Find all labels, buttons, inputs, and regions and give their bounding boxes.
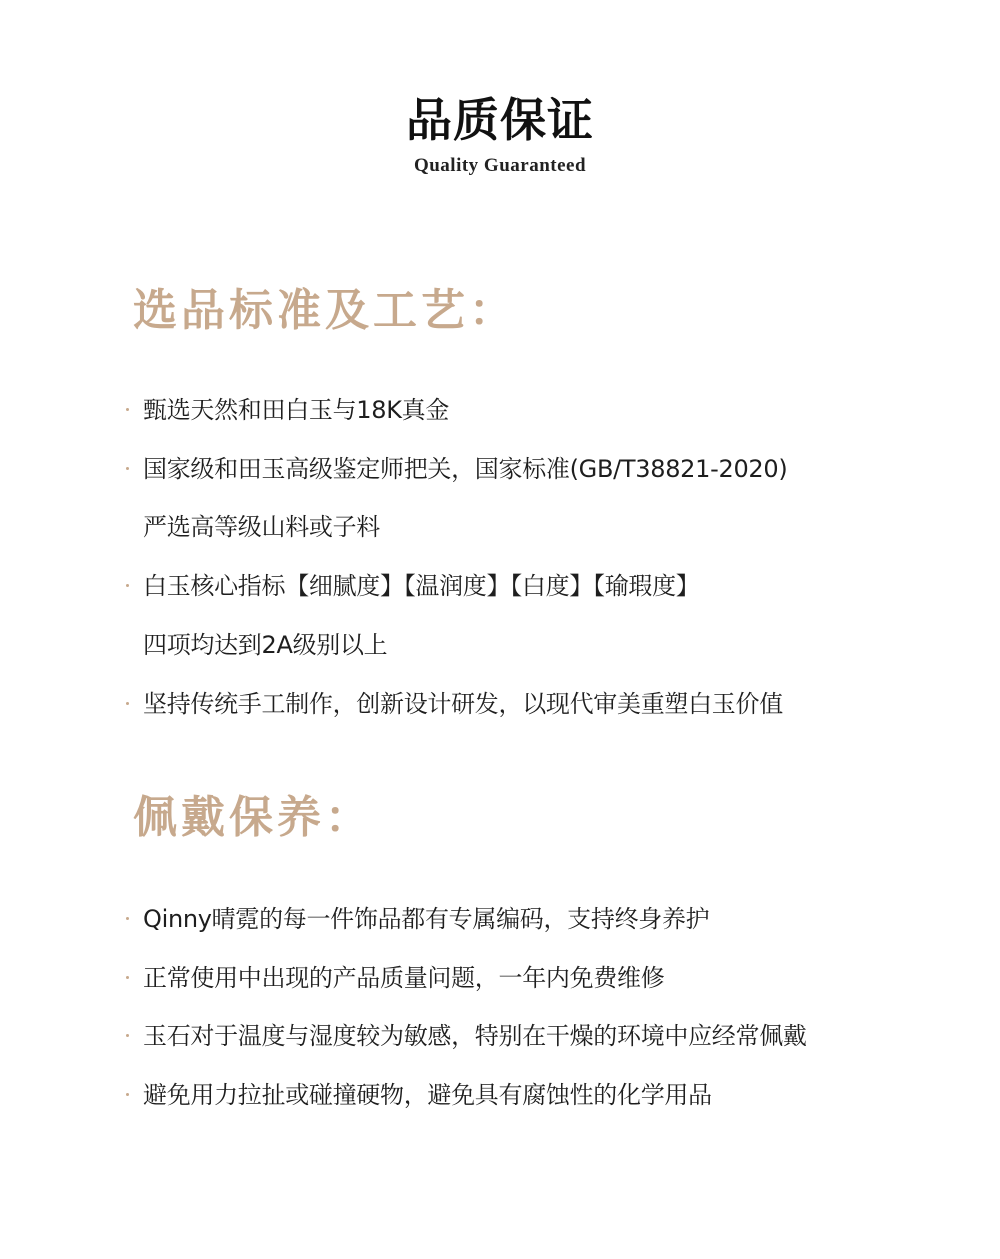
care-list <box>126 890 807 1125</box>
list-item-text: 避免用力拉扯或碰撞硬物，避免具有腐蚀性的化学用品 <box>143 1081 712 1110</box>
list-item-text: 正常使用中出现的产品质量问题，一年内免费维修 <box>143 963 665 992</box>
bullet-dot-icon <box>126 408 129 411</box>
bullet-dot-icon <box>126 976 129 979</box>
list-item-text: 甄选天然和田白玉与18K真金 <box>143 396 450 424</box>
list-item-text: 玉石对于温度与湿度较为敏感，特别在干燥的环境中应经常佩戴 <box>143 1022 807 1051</box>
list-item <box>126 440 787 557</box>
list-item <box>126 1007 807 1066</box>
bullet-dot-icon <box>126 917 129 920</box>
page-header <box>0 92 1000 178</box>
bullet-dot-icon <box>126 1034 129 1037</box>
list-item-text: Qinny晴霓的每一件饰品都有专属编码，支持终身养护 <box>143 905 710 933</box>
selection-standards-list <box>126 381 787 733</box>
list-item-text: 国家级和田玉高级鉴定师把关，国家标准(GB/T38821-2020) <box>143 454 788 483</box>
bullet-dot-icon <box>126 1093 129 1096</box>
list-item <box>126 890 807 949</box>
list-item <box>126 381 787 440</box>
list-item <box>126 1066 807 1125</box>
list-item-text-continued: 四项均达到2A级别以上 <box>143 630 388 659</box>
list-item-text: 坚持传统手工制作，创新设计研发，以现代审美重塑白玉价值 <box>143 689 783 718</box>
section-heading-selection-standards: 选品标准及工艺： <box>133 285 517 336</box>
bullet-dot-icon <box>126 467 129 470</box>
list-item <box>126 557 787 674</box>
page-title: 品质保证 <box>406 93 594 147</box>
list-item-text-continued: 严选高等级山料或子料 <box>143 513 380 542</box>
section-heading-care: 佩戴保养： <box>133 792 373 843</box>
bullet-dot-icon <box>126 584 129 587</box>
list-item <box>126 675 787 734</box>
list-item-text: 白玉核心指标【细腻度】【温润度】【白度】【瑜瑕度】 <box>143 572 700 601</box>
list-item <box>126 949 807 1008</box>
page-subtitle: Quality Guaranteed <box>413 155 587 176</box>
bullet-dot-icon <box>126 702 129 705</box>
